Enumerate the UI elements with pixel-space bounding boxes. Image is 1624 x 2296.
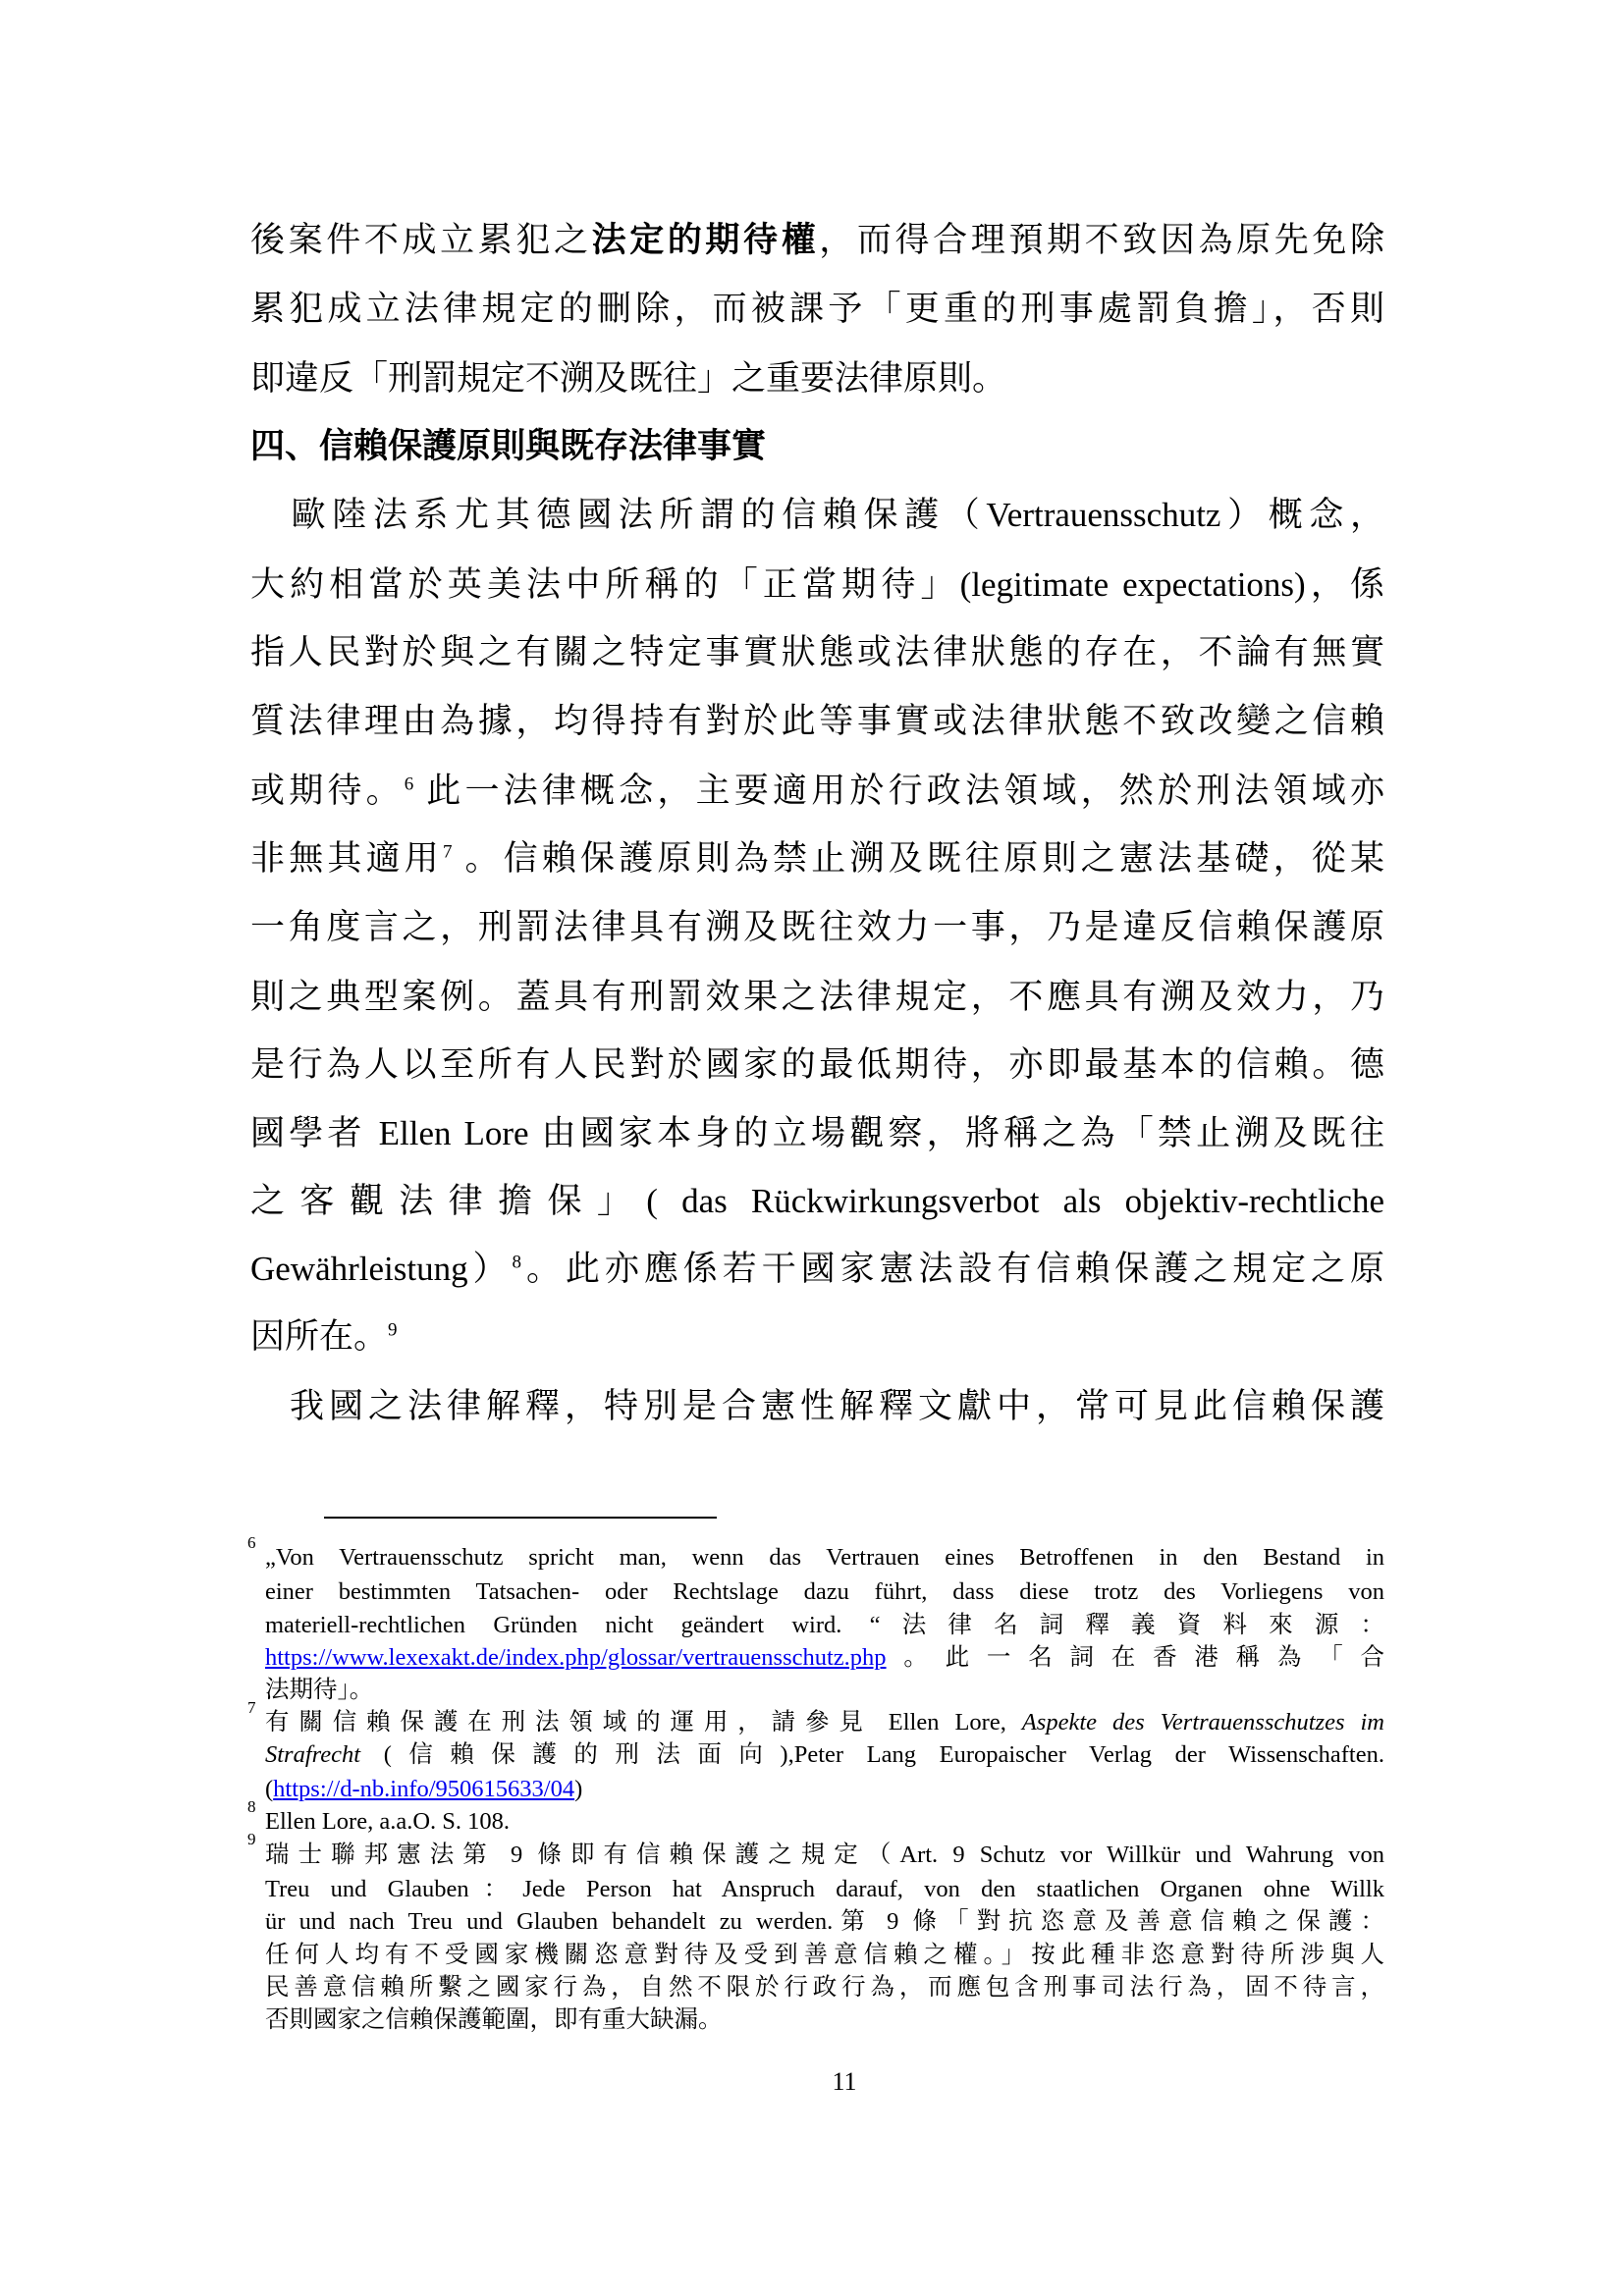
text-span: ( [265,1776,274,1802]
text-span: 累犯成立法律規定的刪除，而被課予「更重的刑事處罰負擔」，否則 [250,290,1384,328]
body-line [250,618,1384,687]
text-span: Ellen Lore, a.a.O. S. 108. [265,1808,511,1835]
body-line [250,1303,1384,1371]
text-span: ür und nach Treu und Glauben behandelt zu werden.第 9 條「對抗恣意及善意信賴之保護： [265,1908,1384,1935]
body-line [250,551,1384,619]
footnote-number: 9 [247,1830,256,1848]
text-span: 後案件不成立累犯之 [250,221,592,259]
text-span: 任何人均有不受國家機關恣意對待及受到善意信賴之權。」按此種非恣意對待所涉與人 [265,1942,1384,1968]
footnote-link[interactable]: https://www.lexexakt.de/index.php/glossar/vertrauensschutz.php [265,1644,887,1671]
text-span: 民善意信賴所繫之國家行為，自然不限於行政行為，而應包含刑事司法行為，固不待言， [265,1974,1384,2001]
text-span: Aspekte des Vertrauensschutzes im [1021,1709,1385,1735]
text-span: 四、信賴保護原則與既存法律事實 [250,427,767,465]
footnote-line [265,1873,1384,1906]
text-span: 否則國家之信賴保護範圍，即有重大缺漏。 [265,2006,723,2033]
body-line [250,275,1384,344]
text-span: 因所在。 [250,1317,389,1356]
body-line [250,206,1384,275]
body-line [250,1031,1384,1099]
footnote-ref[interactable]: 8 [512,1252,522,1273]
text-span: ，而得合理預期不致因為原先免除 [819,221,1384,259]
text-span: materiell-rechtlichen Gründen nicht geändert wird. “法律名詞釋義資料來源： [265,1612,1384,1638]
text-span: 非無其適用 [250,839,443,878]
text-span: 之客觀法律擔保」( das Rückwirkungsverbot als objektiv-rechtliche [250,1182,1384,1220]
body-line [250,1235,1384,1304]
text-span: Gewährleistung） [250,1250,513,1288]
text-span: „Von Vertrauensschutz spricht man, wenn das Vertrauen eines Betroffenen in den Bestand in [265,1544,1384,1571]
body-line [250,825,1384,893]
text-span: 質法律理由為據，均得持有對於此等事實或法律狀態不致改變之信賴 [250,702,1384,740]
text-span: 一角度言之，刑罰法律具有溯及既往效力一事，乃是違反信賴保護原 [250,908,1384,946]
footnote-number: 8 [247,1797,256,1816]
text-span: Strafrecht [265,1741,361,1768]
body-line [250,481,1384,550]
text-span: 大約相當於英美法中所稱的「正當期待」(legitimate expectations)，係 [250,565,1384,604]
footnote-line [265,1641,1384,1675]
bold-text: 法定的期待權 [591,221,820,259]
text-span: 此一法律概念，主要適用於行政法領域，然於刑法領域亦 [413,772,1384,810]
footnote-line [265,1839,1384,1872]
footnote-separator [324,1517,717,1519]
text-span: 有關信賴保護在刑法領域的運用，請參見 Ellen Lore, [265,1709,1022,1735]
footnote-line [265,1773,1384,1806]
footnote-line [265,1541,1384,1575]
footnote-line [265,2003,1384,2037]
body-line [250,893,1384,962]
text-span: 指人民對於與之有關之特定事實狀態或法律狀態的存在，不論有無實 [250,633,1384,671]
footnote-ref[interactable]: 6 [404,774,414,795]
footnote-ref[interactable]: 9 [388,1319,398,1341]
footnote-line [265,1971,1384,2004]
text-span: 則之典型案例。蓋具有刑罰效果之法律規定，不應具有溯及效力，乃 [250,978,1384,1016]
body-line [250,345,1384,413]
body-line [250,1372,1384,1441]
text-span: ) [574,1776,583,1802]
text-span: (信賴保護的刑法面向),Peter Lang Europaischer Verlag der Wissenschaften. [360,1741,1384,1768]
footnote-line [265,1905,1384,1939]
text-span: 。此一名詞在香港稱為「合 [886,1644,1384,1671]
text-span: Treu und Glauben：Jede Person hat Anspruch darauf, von den staatlichen Organen ohne Willk [265,1876,1384,1902]
text-span: 歐陸法系尤其德國法所謂的信賴保護（Vertrauensschutz）概念， [250,496,1384,534]
footnote-line [265,1575,1384,1609]
text-span: 國學者 Ellen Lore 由國家本身的立場觀察，將稱之為「禁止溯及既往 [250,1114,1384,1152]
text-span: 法期待」。 [265,1677,374,1703]
text-span: 是行為人以至所有人民對於國家的最低期待，亦即最基本的信賴。德 [250,1045,1384,1084]
body-line [250,757,1384,826]
footnote-line [265,1738,1384,1772]
page-number: 11 [832,2067,857,2096]
body-line [250,963,1384,1032]
text-span: 或期待。 [250,772,405,810]
footnote-line [265,1674,1384,1707]
body-line [250,1167,1384,1236]
text-span: 。此亦應係若干國家憲法設有信賴保護之規定之原 [521,1250,1384,1288]
footnote-link[interactable]: https://d-nb.info/950615633/04 [273,1776,575,1802]
body-line [250,1099,1384,1168]
footnote-line [265,1609,1384,1642]
text-span: 即違反「刑罰規定不溯及既往」之重要法律原則。 [250,359,1007,398]
body-line [250,687,1384,756]
text-span: 我國之法律解釋，特別是合憲性解釋文獻中，常可見此信賴保護 [250,1387,1384,1425]
footnote-number: 7 [247,1698,256,1717]
footnote-ref[interactable]: 7 [443,841,453,863]
footnote-line [265,1805,1384,1839]
footnote-line [265,1706,1384,1739]
text-span: 瑞士聯邦憲法第 9 條即有信賴保護之規定（Art. 9 Schutz vor Willkür und Wahrung von [265,1842,1384,1868]
footnote-number: 6 [247,1533,256,1552]
text-span: 。信賴保護原則為禁止溯及既往原則之憲法基礎，從某 [452,839,1384,878]
footnote-line [265,1939,1384,1972]
text-span: einer bestimmten Tatsachen- oder Rechtslage dazu führt, dass diese trotz des Vorliegens von [265,1578,1384,1605]
section-heading [250,412,1384,481]
